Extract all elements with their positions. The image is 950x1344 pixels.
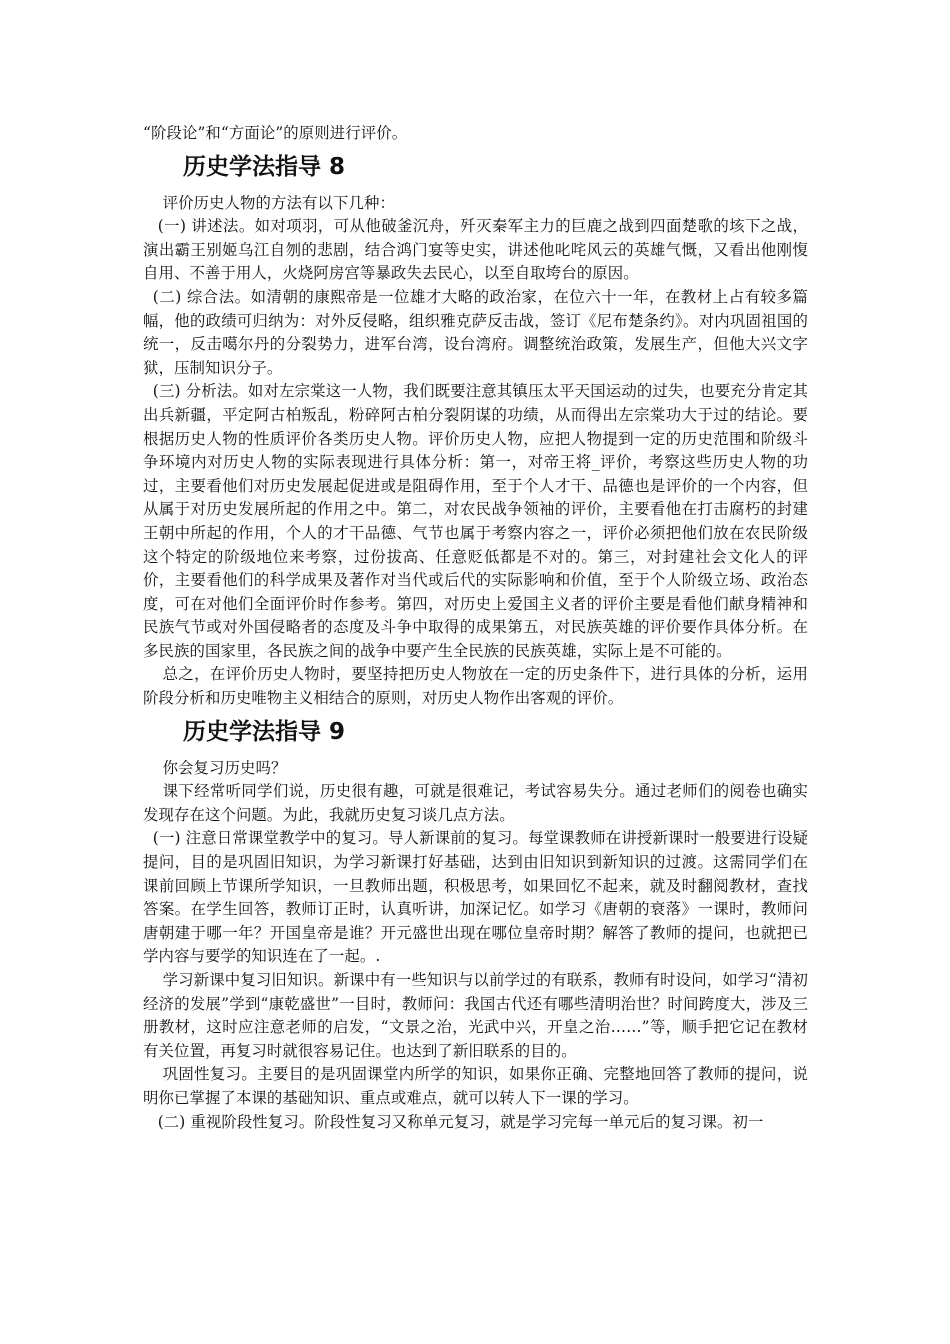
section-9-paragraph: (一) 注意日常课堂教学中的复习。导人新课前的复习。每堂课教师在讲授新课时一般要进行设疑提问，目的是巩固旧知识，为学习新课打好基础，达到由旧知识到新知识的过渡。这需同学们在课前回顾上节课所学知识，一旦教师出题，积极思考，如果回忆不起来，就及时翻阅教材，查找答案。在学生回答，教师订正时，认真听讲，加深记忆。如学习《唐朝的衰落》一课时，教师问唐朝建于哪一年？开国皇帝是谁？开元盛世出现在哪位皇帝时期？解答了教师的提问，也就把已学内容与要学的知识连在了一起。. <box>143 829 808 966</box>
section-9-title: 历史学法指导 9 <box>183 718 346 745</box>
section-9-paragraph: 巩固性复习。主要目的是巩固课堂内所学的知识，如果你正确、完整地回答了教师的提问，说明你已掌握了本课的基础知识、重点或难点，就可以转人下一课的学习。 <box>143 1065 808 1107</box>
section-8-paragraph: 评价历史人物的方法有以下几种： <box>162 193 395 212</box>
section-9-paragraph: 你会复习历史吗？ <box>162 758 287 777</box>
section-9-paragraph: (二) 重视阶段性复习。阶段性复习又称单元复习，就是学习完每一单元后的复习课。初一 <box>157 1112 764 1131</box>
section-8-paragraph: (三) 分析法。如对左宗棠这一人物，我们既要注意其镇压太平天国运动的过失，也要充分肯定其出兵新疆，平定阿古柏叛乱，粉碎阿古柏分裂阴谋的功绩，从而得出左宗棠功大于过的结论。要根据历史人物的性质评价各类历史人物。评价历史人物，应把人物提到一定的历史范围和阶级斗争环境内对历史人物的实际表现进行具体分析：第一，对帝王将_评价，考察这些历史人物的功过，主要看他们对历史发展起促进或是阻碍作用，至于个人才干、品德也是评价的一个内容，但从属于对历史发展所起的作用之中。第二，对农民战争领袖的评价，主要看他在打击腐朽的封建王朝中所起的作用，个人的才干品德、气节也属于考察内容之一，评价必须把他们放在农民阶级这个特定的阶级地位来考察，过份拔高、任意贬低都是不对的。第三，对封建社会文化人的评价，主要看他们的科学成果及著作对当代或后代的实际影响和价值，至于个人阶级立场、政治态度，可在对他们全面评价时作参考。第四，对历史上爱国主义者的评价主要是看他们献身精神和民族气节或对外国侵略者的态度及斗争中取得的成果第五，对民族英雄的评价要作具体分析。在多民族的国家里，各民族之间的战争中要产生全民族的民族英雄，实际上是不可能的。 <box>143 382 808 660</box>
section-8-paragraph: (一) 讲述法。如对项羽，可从他破釜沉舟，歼灭秦军主力的巨鹿之战到四面楚歌的垓下之战，演出霸王别姬乌江自刎的悲剧，结合鸿门宴等史实，讲述他叱咤风云的英雄气慨，又看出他刚愎自用、不善于用人，火烧阿房宫等暴政失去民心，以至自取垮台的原因。 <box>143 217 808 283</box>
section-9-paragraph: 课下经常听同学们说，历史很有趣，可就是很难记，考试容易失分。通过老师们的阅卷也确实发现存在这个问题。为此，我就历史复习谈几点方法。 <box>143 782 808 824</box>
section-9-paragraph: 学习新课中复习旧知识。新课中有一些知识与以前学过的有联系，教师有时设问，如学习“清初经济的发展”学到“康乾盛世”一目时，教师问：我国古代还有哪些清明治世？时间跨度大，涉及三册教材，这时应注意老师的启发，“文景之治，光武中兴，开皇之治……”等，顺手把它记在教材有关位置，再复习时就很容易记住。也达到了新旧联系的目的。 <box>143 971 808 1060</box>
document-body <box>143 122 808 1134</box>
intro-line: “阶段论”和“方面论”的原则进行评价。 <box>143 124 408 142</box>
section-8-paragraph: 总之，在评价历史人物时，要坚持把历史人物放在一定的历史条件下，进行具体的分析，运用阶段分析和历史唯物主义相结合的原则，对历史人物作出客观的评价。 <box>143 665 808 708</box>
section-8-paragraph: (二) 综合法。如清朝的康熙帝是一位雄才大略的政治家，在位六十一年，在教材上占有较多篇幅，他的政绩可归纳为：对外反侵略，组织雅克萨反击战，签订《尼布楚条约》。对内巩固祖国的统一，反击噶尔丹的分裂势力，进军台湾，设台湾府。调整统治政策，发展生产，但他大兴文字狱，压制知识分子。 <box>143 287 808 377</box>
section-8-title: 历史学法指导 8 <box>183 153 346 180</box>
